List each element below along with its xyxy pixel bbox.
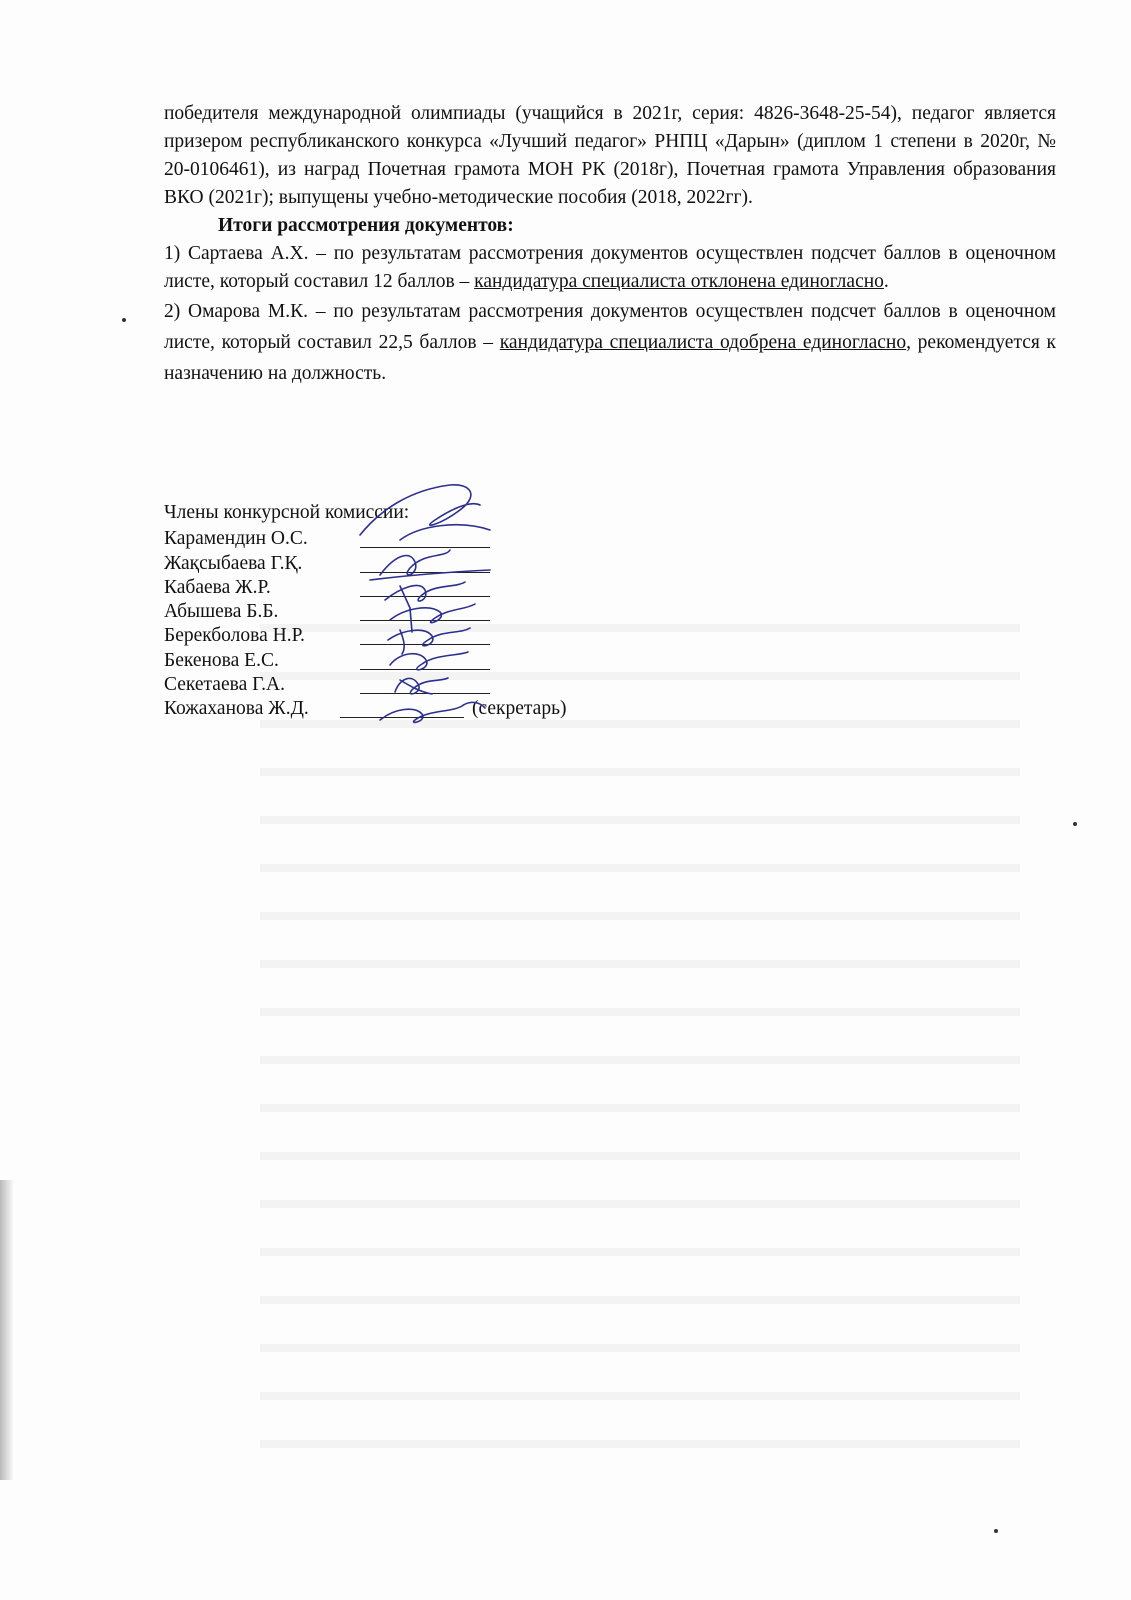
scan-speck <box>994 1529 998 1533</box>
member-name: Абышева Б.Б. <box>164 601 279 623</box>
member-name: Кожаханова Ж.Д. <box>164 698 309 720</box>
signature-7 <box>395 678 448 694</box>
result-1-decision: кандидатура специалиста отклонена единогласно <box>474 271 884 292</box>
commission-title: Члены конкурсной комиссии: <box>164 502 410 523</box>
member-name: Кабаева Ж.Р. <box>164 576 271 598</box>
result-1-tail: . <box>883 271 889 292</box>
signature-1 <box>360 485 490 540</box>
document-body <box>164 100 1056 389</box>
signature-5 <box>388 628 470 654</box>
member-name: Берекболова Н.Р. <box>164 625 305 647</box>
result-item-1 <box>164 240 1056 296</box>
signature-2 <box>370 550 490 580</box>
handwritten-signatures <box>340 480 520 740</box>
signature-4 <box>390 604 475 632</box>
signature-8 <box>380 702 485 722</box>
intro-paragraph: победителя международной олимпиады (учащийся в 2021г, серия: 4826-3648-25-54), педагог является призером республиканского конкурса «Лучший педагог» РНПЦ «Дарын» (диплом 1 степени в 2020г, № 20-0106461), из наград Почетная грамота МОН РК (2018г), Почетная грамота Управления образования ВКО (2021г); выпущены учебно-методические пособия (2018, 2022гг). <box>164 103 1056 208</box>
member-name: Карамендин О.С. <box>164 528 308 550</box>
member-name: Секетаева Г.А. <box>164 674 285 696</box>
member-name: Бекенова Е.С. <box>164 649 279 671</box>
signature-3 <box>385 582 465 608</box>
scan-speck <box>122 318 126 322</box>
secretary-label: (секретарь) <box>472 698 567 720</box>
result-item-2 <box>164 296 1056 389</box>
scan-edge-shadow <box>0 1180 14 1480</box>
result-2-tail: , рекомендуется к назначению на должность. <box>164 332 1057 384</box>
member-name: Жақсыбаева Г.Қ. <box>164 552 303 574</box>
result-2-decision: кандидатура специалиста одобрена единогласно <box>499 332 907 353</box>
result-2-text: 2) Омарова М.К. – по результатам рассмотрения документов осуществлен подсчет баллов в оценочном листе, который составил 22,5 баллов – <box>164 301 1056 353</box>
results-heading: Итоги рассмотрения документов: <box>218 215 514 236</box>
result-1-text: 1) Сартаева А.Х. – по результатам рассмотрения документов осуществлен подсчет баллов в оценочном листе, который составил 12 баллов – <box>164 243 1056 292</box>
scan-speck <box>1073 822 1077 826</box>
